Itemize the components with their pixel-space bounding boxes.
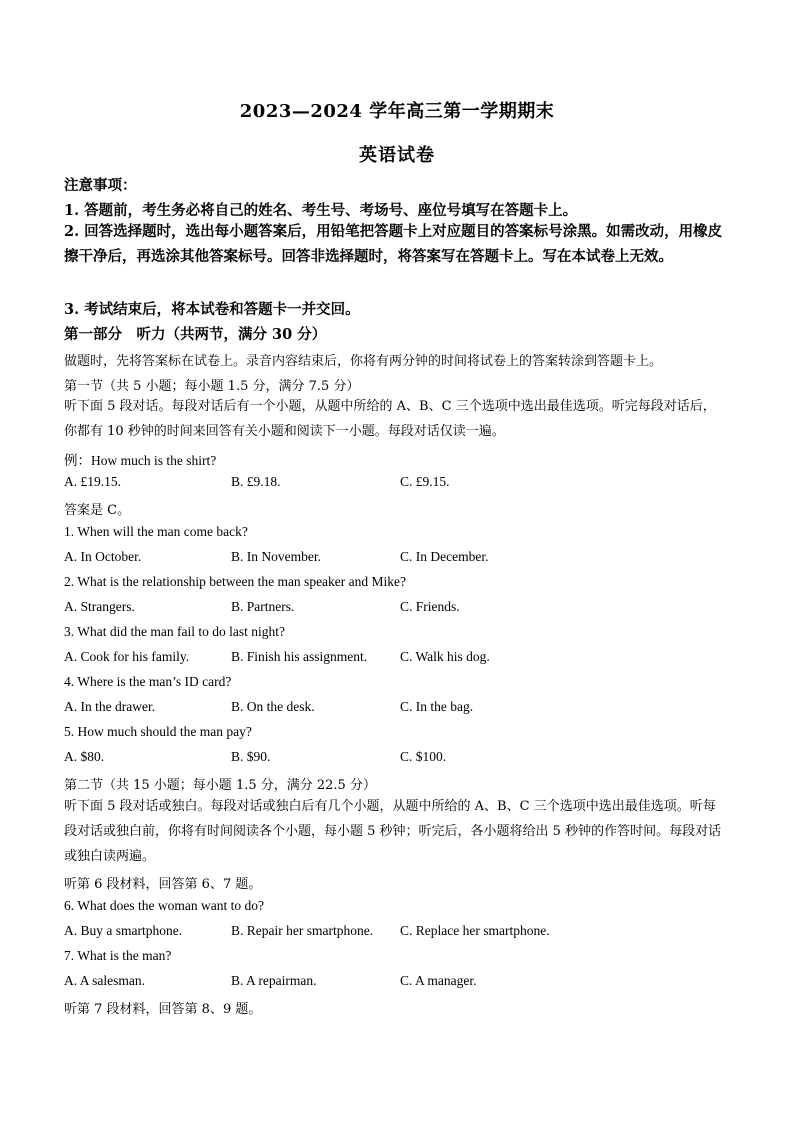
option-c: C. £9.15. bbox=[400, 474, 450, 489]
option-a: A. £19.15. bbox=[64, 474, 121, 489]
section2-heading: 第二节（共 15 小题；每小题 1.5 分，满分 22.5 分） bbox=[64, 778, 376, 793]
option-b: B. £9.18. bbox=[231, 474, 281, 489]
question-4-options bbox=[64, 699, 744, 719]
option-c: C. Walk his dog. bbox=[400, 649, 490, 664]
option-c: C. $100. bbox=[400, 749, 447, 764]
question-7-options bbox=[64, 973, 744, 993]
question-7: 7. What is the man? bbox=[64, 948, 172, 963]
notice-item-1: 1. 答题前，考生务必将自己的姓名、考生号、考场号、座位号填写在答题卡上。 bbox=[64, 202, 578, 219]
question-1: 1. When will the man come back? bbox=[64, 524, 248, 539]
question-6: 6. What does the woman want to do? bbox=[64, 898, 264, 913]
question-6-options bbox=[64, 923, 744, 943]
question-3-options bbox=[64, 649, 744, 669]
notice-heading: 注意事项： bbox=[64, 177, 137, 194]
option-b: B. In November. bbox=[231, 549, 321, 564]
option-b: B. Finish his assignment. bbox=[231, 649, 368, 664]
question-2-options bbox=[64, 599, 744, 619]
question-4: 4. Where is the man’s ID card? bbox=[64, 674, 232, 689]
option-b: B. Repair her smartphone. bbox=[231, 923, 374, 938]
option-a: A. In the drawer. bbox=[64, 699, 156, 714]
option-a: A. Buy a smartphone. bbox=[64, 923, 183, 938]
section1-instructions: 听下面 5 段对话。每段对话后有一个小题，从题中所给的 A、B、C 三个选项中选出最佳选项。听完每段对话后，你都有 10 秒钟的时间来回答有关小题和阅读下一小题。每段对话仅读一遍。 bbox=[64, 399, 716, 439]
option-b: B. A repairman. bbox=[231, 973, 317, 988]
question-5-options bbox=[64, 749, 744, 769]
part1-intro: 做题时，先将答案标在试卷上。录音内容结束后，你将有两分钟的时间将试卷上的答案转涂到答题卡上。 bbox=[64, 354, 663, 369]
option-a: A. $80. bbox=[64, 749, 105, 764]
exam-subject: 英语试卷 bbox=[359, 145, 435, 166]
option-b: B. Partners. bbox=[231, 599, 295, 614]
option-c: C. In the bag. bbox=[400, 699, 474, 714]
notice-item-2: 2. 回答选择题时，选出每小题答案后，用铅笔把答题卡上对应题目的答案标号涂黑。如需改动，用橡皮擦干净后，再选涂其他答案标号。回答非选择题时，将答案写在答题卡上。写在本试卷上无效。 bbox=[64, 223, 723, 265]
material-7-note: 听第 7 段材料，回答第 8、9 题。 bbox=[64, 1002, 262, 1017]
question-2: 2. What is the relationship between the man speaker and Mike? bbox=[64, 574, 407, 589]
option-c: C. Friends. bbox=[400, 599, 460, 614]
question-3: 3. What did the man fail to do last night? bbox=[64, 624, 285, 639]
example-answer: 答案是 C。 bbox=[64, 503, 131, 518]
example-question: 例：How much is the shirt? bbox=[64, 453, 217, 468]
notice-item-3: 3. 考试结束后，将本试卷和答题卡一并交回。 bbox=[64, 301, 360, 318]
option-a: A. In October. bbox=[64, 549, 142, 564]
example-options bbox=[64, 474, 744, 494]
question-5: 5. How much should the man pay? bbox=[64, 724, 252, 739]
option-a: A. Strangers. bbox=[64, 599, 135, 614]
option-c: C. In December. bbox=[400, 549, 489, 564]
section1-heading: 第一节（共 5 小题；每小题 1.5 分，满分 7.5 分） bbox=[64, 379, 360, 394]
question-1-options bbox=[64, 549, 744, 569]
option-a: A. A salesman. bbox=[64, 973, 145, 988]
option-b: B. $90. bbox=[231, 749, 271, 764]
option-b: B. On the desk. bbox=[231, 699, 315, 714]
option-c: C. Replace her smartphone. bbox=[400, 923, 550, 938]
option-c: C. A manager. bbox=[400, 973, 477, 988]
section2-instructions: 听下面 5 段对话或独白。每段对话或独白后有几个小题，从题中所给的 A、B、C 三个选项中选出最佳选项。听每段对话或独白前，你将有时间阅读各个小题，每小题 5 秒钟；听完后，各小题将给出 5 秒钟的作答时间。每段对话或独白读两遍。 bbox=[64, 799, 722, 864]
material-6-note: 听第 6 段材料，回答第 6、7 题。 bbox=[64, 877, 262, 892]
option-a: A. Cook for his family. bbox=[64, 649, 190, 664]
part1-heading: 第一部分 听力（共两节，满分 30 分） bbox=[64, 326, 327, 343]
exam-title: 2023—2024 学年高三第一学期期末 bbox=[239, 101, 555, 122]
